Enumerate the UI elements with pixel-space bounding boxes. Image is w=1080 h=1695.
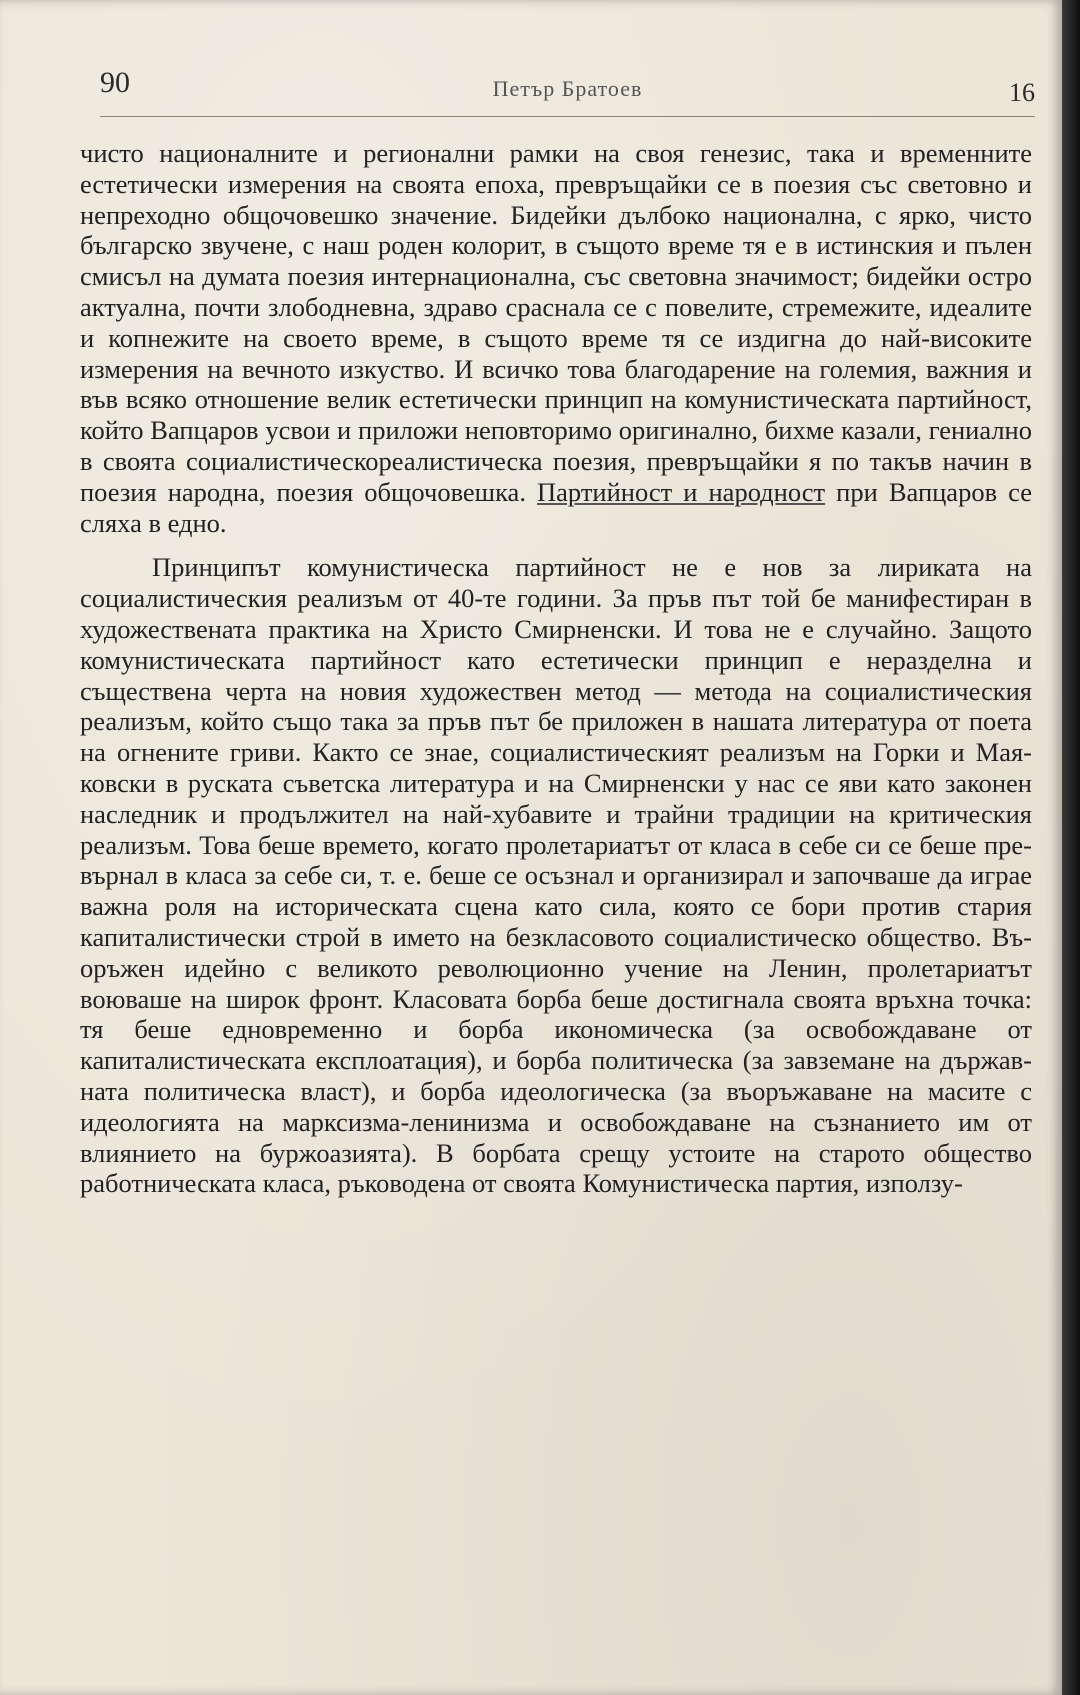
- paragraph-text: чисто националните и регионални рамки на своя генезис, така и временните естетически измерения на своята епоха, превръщайки се в поезия със световно и непреходно общочовешко значение. Бидейки дълбоко национална, с ярко, чисто българско звучене, с наш роден колорит, в същото време тя е в истинския и пълен смисъл на думата поезия интернационална, със световна значимост; бидейки остро актуална, почти злободневна, здраво сраснала се с повелите, стремежите, идеалите и копнежите на своето време, в същото време тя се издигна до най-високите измерения на вечното изкуство. И всичко това благодарение на големия, важния и във всяко отношение велик естетически принцип на комунистическата партийност, който Вапцаров усвои и приложи неповторимо оригинално, бихме казали, гениално в своята социалистическореалистическа поезия, превръщайки я по такъв начин в поезия народна, поезия общочовешка.: [80, 138, 1032, 507]
- sheet-number: 16: [1009, 78, 1035, 107]
- running-head-author: Петър Братоев: [492, 76, 643, 101]
- paragraph-continued: [80, 138, 1032, 538]
- header-rule: [100, 116, 1035, 117]
- paragraph-text: при Вапцаров се сляха в едно.: [80, 476, 1032, 538]
- page-number: 90: [100, 66, 130, 99]
- body-text: [80, 138, 1032, 1199]
- page-header: [100, 64, 1035, 114]
- underlined-phrase: Партийност и народност: [537, 476, 826, 507]
- paragraph: Принципът комунистическа партийност не е нов за лириката на социалистическия реализъм от 40-те години. За пръв път той бе манифестиран в художествената практика на Христо Смирненски. И това не е случайно. Защото комунистическата партийност като естетически принцип е неразделна и съществена черта на новия художествен метод — метода на социалистическия реализъм, който също така за пръв път бе приложен в нашата литература от поета на огнените гриви. Както се знае, социалистическият реализъм на Горки и Маяковски в руската съветска литература и на Смирненски у нас се яви като законен наследник и продължител на най-хубавите и трайни традиции на критическия реализъм. Това беше времето, когато пролетариатът от класа в себе си се беше превърнал в класа за себе си, т. е. беше се осъзнал и организирал и започваше да играе важна роля на историческата сцена като сила, която се бори против стария капиталистически строй в името на безкласовото социалистическо общество. Въоръжен идейно с великото революционно учение на Ленин, пролетариатът воюваше на широк фронт. Класовата борба беше достигнала своята връхна точка: тя беше едновременно и борба икономическа (за освобождаване от капиталистическата експлоатация), и борба политическа (за завземане на държавната политическа власт), и борба идеологическа (за въоръжаване на масите с идеологията на марксизма-ленинизма и освобождаване на съзнанието им от влиянието на буржоазията). В борбата срещу устоите на старото общество работническата класа, ръководена от своята Комунистическа партия, използу-: [80, 552, 1032, 1199]
- book-spine-edge: [1062, 0, 1080, 1695]
